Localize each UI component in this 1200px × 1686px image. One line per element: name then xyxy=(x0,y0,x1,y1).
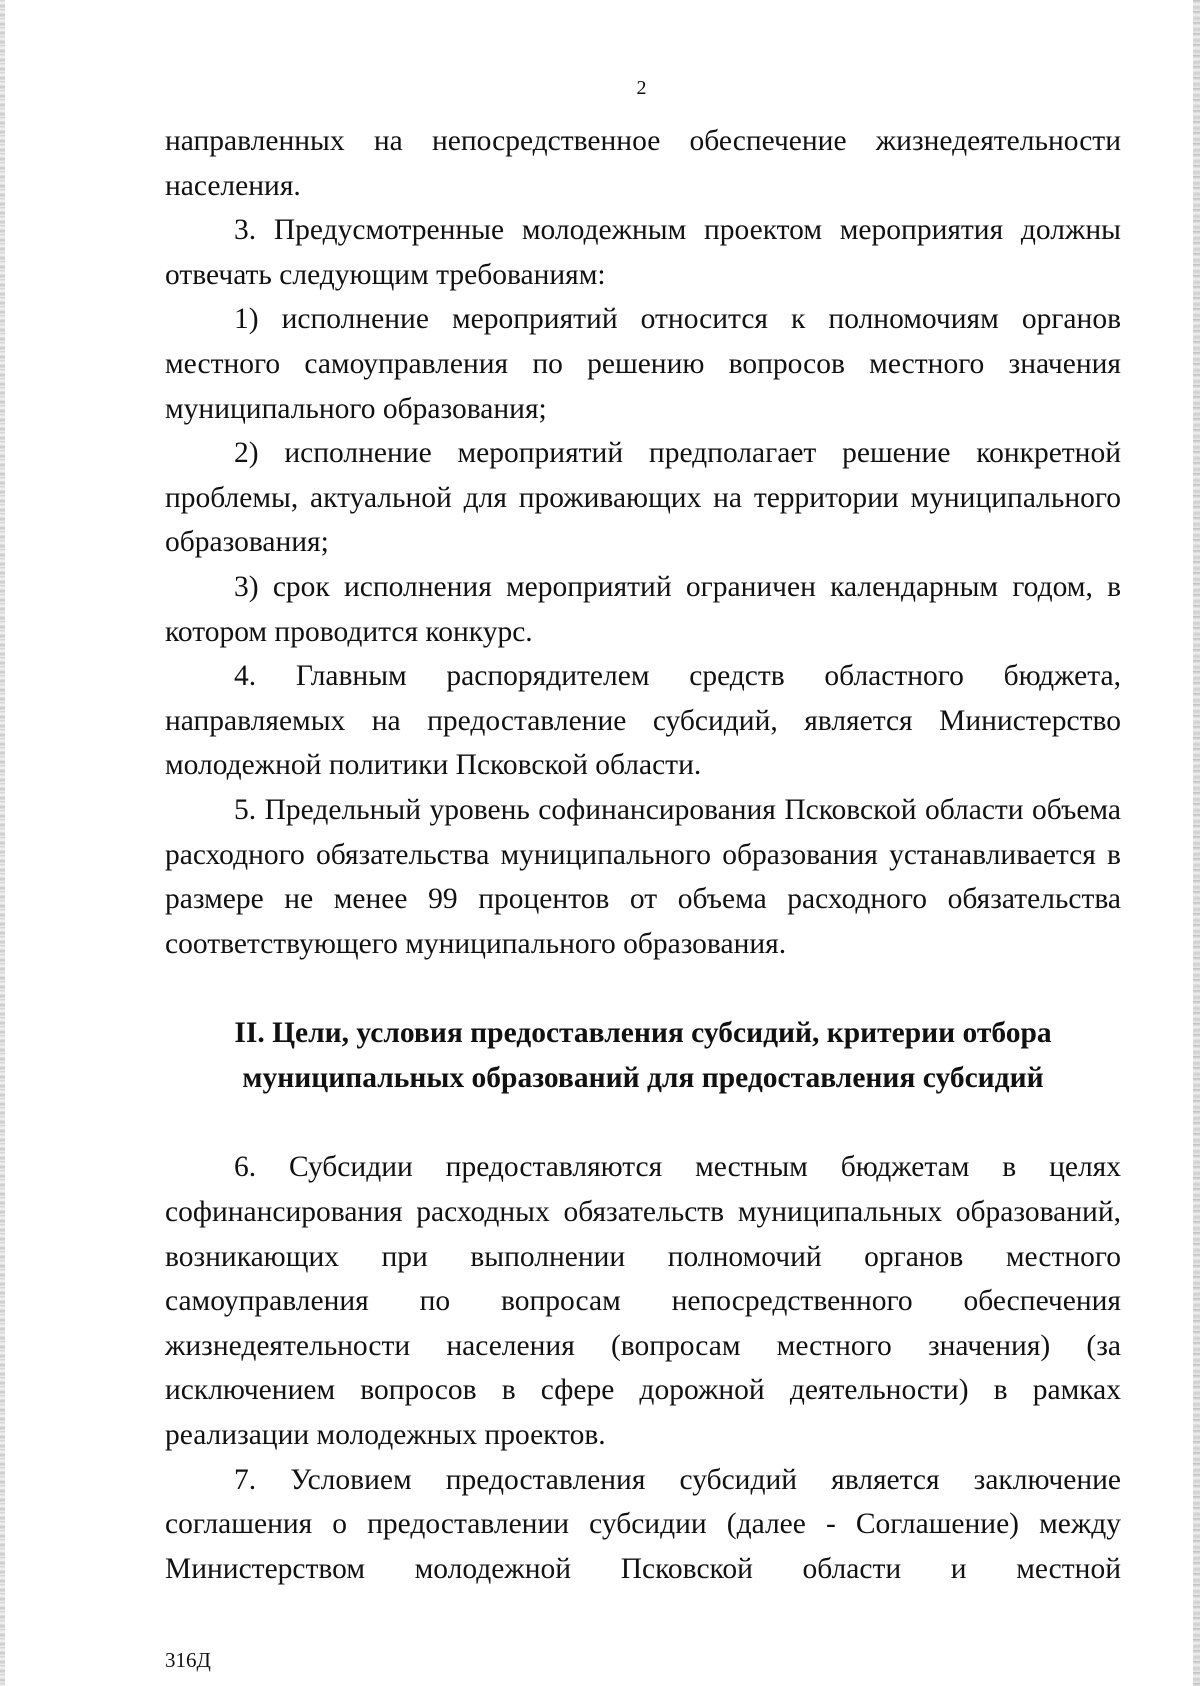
paragraph: направленных на непосредственное обеспечение жизнедеятельности населения. xyxy=(165,125,1121,202)
scan-edge-right xyxy=(1193,0,1200,1686)
paragraph: 4. Главным распорядителем средств областного бюджета, направляемых на предоставление субсидий, является Министерство молодежной политики Псковской области. xyxy=(165,660,1121,782)
paragraph: 3. Предусмотренные молодежным проектом мероприятия должны отвечать следующим требованиям: xyxy=(165,214,1121,291)
paragraph: 6. Субсидии предоставляются местным бюджетам в целях софинансирования расходных обязательств муниципальных образований, возникающих при выполнении полномочий органов местного самоуправления по вопросам непосредственного обеспечения жизнедеятельности населения (вопросам местного значения) (за исключением вопросов в сфере дорожной деятельности) в рамках реализации молодежных проектов. xyxy=(165,1151,1121,1452)
paragraph: 2) исполнение мероприятий предполагает решение конкретной проблемы, актуальной для проживающих на территории муниципального образования; xyxy=(165,437,1121,559)
section-heading-line-2: муниципальных образований для предоставления субсидий xyxy=(242,1061,1044,1094)
paragraph-continued: 7. Условием предоставления субсидий является заключение соглашения о предоставлении субсидии (далее - Соглашение) между Министерством молодежной Псковской области и местной xyxy=(165,1463,1121,1585)
document-body xyxy=(165,119,1121,1591)
paragraph: 1) исполнение мероприятий относится к полномочиям органов местного самоуправления по решению вопросов местного значения муниципального образования; xyxy=(165,303,1121,425)
section-heading-line-1: II. Цели, условия предоставления субсидий, критерии отбора xyxy=(234,1017,1052,1050)
document-code: 316Д xyxy=(165,1648,211,1672)
section-heading xyxy=(165,966,1121,1145)
scan-edge-left xyxy=(0,0,5,1686)
paragraph: 5. Предельный уровень софинансирования Псковской области объема расходного обязательства муниципального образования устанавливается в размере не менее 99 процентов от объема расходного обязательства соответствующего муниципального образования. xyxy=(165,793,1121,960)
paragraph: 3) срок исполнения мероприятий ограничен календарным годом, в котором проводится конкурс. xyxy=(165,570,1121,648)
page-number: 2 xyxy=(636,77,647,99)
